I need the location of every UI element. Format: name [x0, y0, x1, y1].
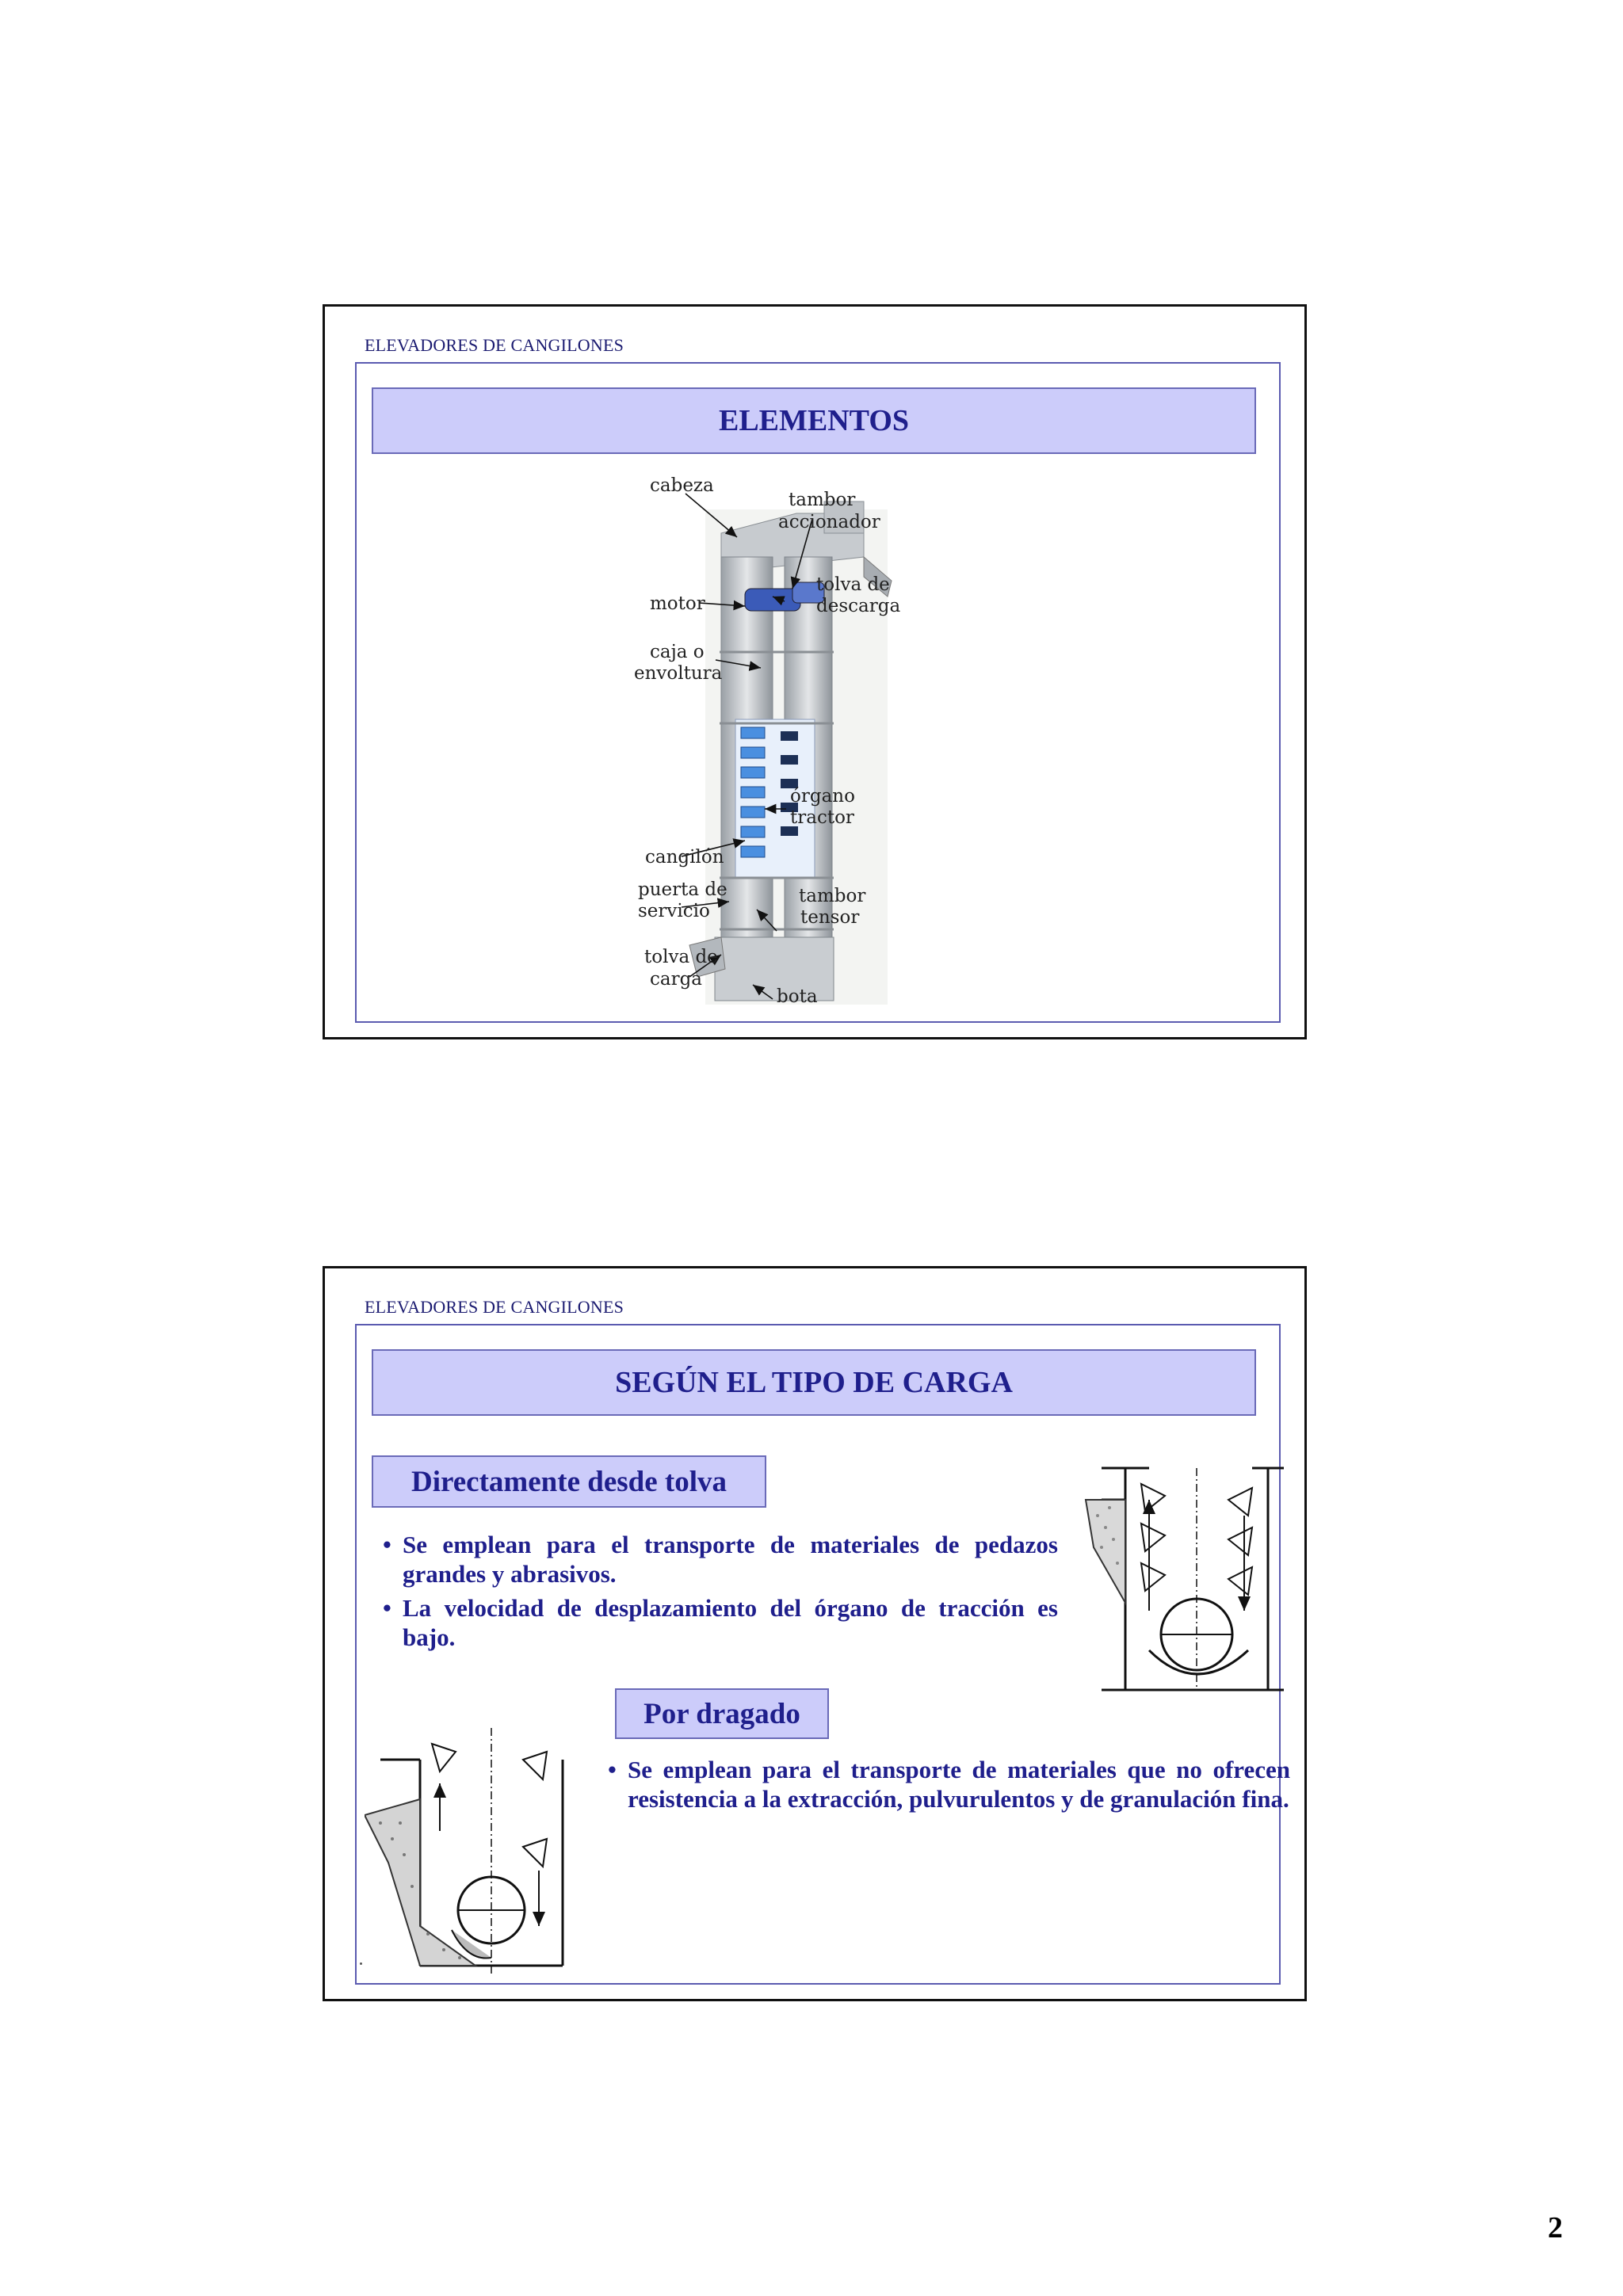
label-puerta-2: servicio — [638, 901, 710, 921]
bullet-item: • Se emplean para el transporte de materiales que no ofrecen resistencia a la extracción, pulvurulentos y de granulación fina. — [608, 1755, 1290, 1814]
slide-title: ELEMENTOS — [372, 387, 1256, 454]
label-organo-1: órgano — [790, 786, 855, 807]
section-title-directamente: Directamente desde tolva — [372, 1455, 766, 1508]
slide-header: ELEVADORES DE CANGILONES — [365, 335, 624, 355]
bullet-item: • La velocidad de desplazamiento del órgano de tracción es bajo. — [383, 1593, 1058, 1652]
label-cabeza: cabeza — [650, 475, 714, 496]
label-caja-1: caja o — [650, 642, 705, 662]
bullet-item: • Se emplean para el transporte de materiales de pedazos grandes y abrasivos. — [383, 1530, 1058, 1589]
dredging-diagram — [365, 1728, 602, 1981]
label-tolva-carga-2: carga — [650, 969, 703, 990]
label-cangilon: cangilón — [645, 847, 724, 868]
label-puerta-1: puerta de — [638, 879, 727, 900]
label-caja-2: envoltura — [634, 663, 723, 684]
label-tambor-tensor-1: tambor — [799, 886, 866, 906]
label-tambor-accionador-2: accionador — [778, 512, 880, 532]
bucket-elevator-diagram — [626, 470, 1038, 1009]
label-tolva-descarga-2: descarga — [816, 596, 901, 616]
slide-elementos — [323, 304, 1307, 1039]
bullet-list-directamente — [383, 1530, 1058, 1657]
bullet-list-dragado — [608, 1755, 1290, 1818]
label-tolva-descarga-1: tolva de — [816, 574, 890, 595]
dot-mark — [360, 1962, 362, 1965]
section-title-dragado: Por dragado — [615, 1688, 829, 1739]
label-tolva-carga-1: tolva de — [644, 947, 718, 967]
label-bota: bota — [777, 986, 818, 1007]
slide-header: ELEVADORES DE CANGILONES — [365, 1297, 624, 1317]
label-tambor-accionador-1: tambor — [789, 490, 856, 510]
direct-loading-diagram — [1070, 1452, 1292, 1722]
label-organo-2: tractor — [790, 807, 854, 828]
slide-tipo-carga — [323, 1266, 1307, 2001]
label-motor: motor — [650, 593, 705, 614]
page-number: 2 — [1548, 2211, 1563, 2245]
slide-title: SEGÚN EL TIPO DE CARGA — [372, 1349, 1256, 1416]
buckets — [741, 727, 765, 857]
label-tambor-tensor-2: tensor — [800, 907, 860, 928]
